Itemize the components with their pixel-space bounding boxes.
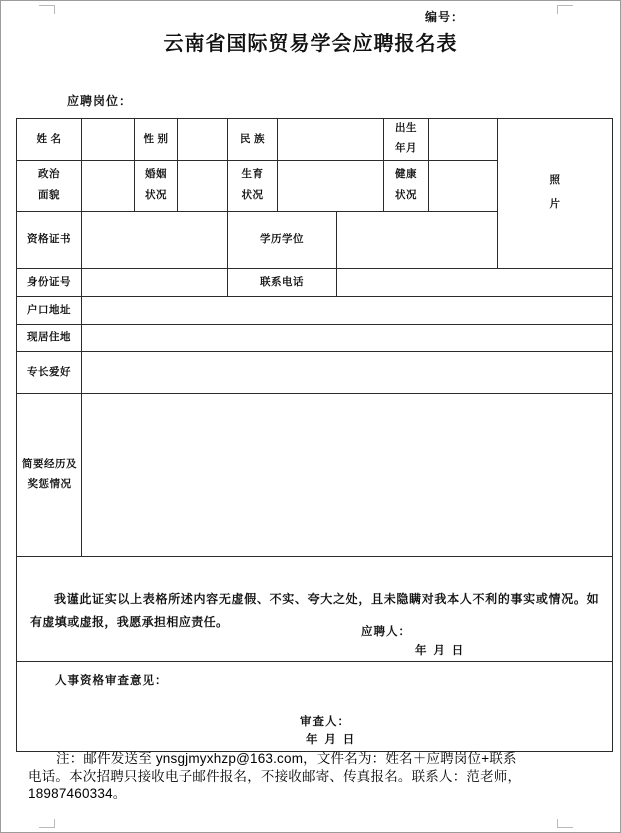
form-title: 云南省国际贸易学会应聘报名表 (163, 33, 458, 55)
field-ethnicity[interactable] (278, 119, 384, 161)
field-qualification-cert[interactable] (82, 211, 228, 268)
field-contact-phone[interactable] (337, 268, 613, 296)
field-current-residence[interactable] (82, 324, 613, 351)
label-id-number: 身份证号 (17, 268, 82, 296)
label-specialties-hobbies: 专长爱好 (17, 351, 82, 393)
applicant-date-label: 年 月 日 (415, 644, 466, 657)
label-gender: 性 别 (135, 119, 178, 161)
declaration-text: 我谨此证实以上表格所述内容无虚假、不实、夸大之处，且未隐瞒对我本人不利的事实或情况。如有虚填或虚报，我愿承担相应责任。 (30, 591, 599, 629)
field-experience-awards[interactable] (82, 393, 613, 556)
note-line-2: 电话。本次招聘只接收电子邮件报名，不接收邮寄、传真报名。联系人：范老师， (28, 768, 522, 784)
label-name: 姓 名 (17, 119, 82, 161)
review-row (17, 661, 613, 751)
field-name[interactable] (82, 119, 135, 161)
margin-mark-bottom-right (557, 819, 573, 828)
footer-note (28, 750, 600, 803)
margin-mark-top-right (557, 5, 573, 14)
label-current-residence: 现居住地 (17, 324, 82, 351)
field-fertility-status[interactable] (278, 160, 384, 211)
declaration-row (17, 556, 613, 661)
field-marital-status[interactable] (178, 160, 228, 211)
position-applied-label: 应聘岗位： (67, 94, 133, 108)
field-political-status[interactable] (82, 160, 135, 211)
table-row (17, 393, 613, 556)
field-birth-date[interactable] (429, 119, 498, 161)
table-row (17, 119, 613, 161)
field-education-degree[interactable] (337, 211, 498, 268)
review-cell (17, 661, 613, 751)
label-birth-date: 出生年月 (384, 119, 429, 161)
label-marital-status: 婚姻状况 (135, 160, 178, 211)
label-political-status: 政治面貌 (17, 160, 82, 211)
label-health-status: 健康状况 (384, 160, 429, 211)
label-registered-address: 户口地址 (17, 296, 82, 324)
margin-mark-bottom-left (39, 819, 55, 828)
declaration-cell (17, 556, 613, 661)
label-experience-awards: 简要经历及奖惩情况 (17, 393, 82, 556)
reviewer-signature-label: 审查人： (300, 715, 350, 728)
field-health-status[interactable] (429, 160, 498, 211)
label-photo: 照片 (498, 119, 613, 269)
table-row (17, 351, 613, 393)
field-specialties-hobbies[interactable] (82, 351, 613, 393)
table-row (17, 324, 613, 351)
application-form-table (16, 118, 613, 752)
serial-number-label: 编号： (425, 10, 465, 24)
field-registered-address[interactable] (82, 296, 613, 324)
label-qualification-cert: 资格证书 (17, 211, 82, 268)
label-fertility-status: 生育状况 (228, 160, 278, 211)
field-id-number[interactable] (82, 268, 228, 296)
margin-mark-top-left (39, 5, 55, 14)
table-row (17, 268, 613, 296)
label-ethnicity: 民 族 (228, 119, 278, 161)
note-line-1: 注：邮件发送至 ynsgjmyxhzp@163.com，文件名为：姓名＋应聘岗位+联系 (56, 751, 517, 766)
field-gender[interactable] (178, 119, 228, 161)
label-education-degree: 学历学位 (228, 211, 337, 268)
table-row (17, 296, 613, 324)
review-opinion-label: 人事资格审查意见： (55, 674, 168, 687)
applicant-signature-label: 应聘人： (361, 625, 411, 638)
note-line-3: 18987460334。 (28, 786, 127, 801)
review-date-label: 年 月 日 (306, 733, 357, 746)
label-contact-phone: 联系电话 (228, 268, 337, 296)
